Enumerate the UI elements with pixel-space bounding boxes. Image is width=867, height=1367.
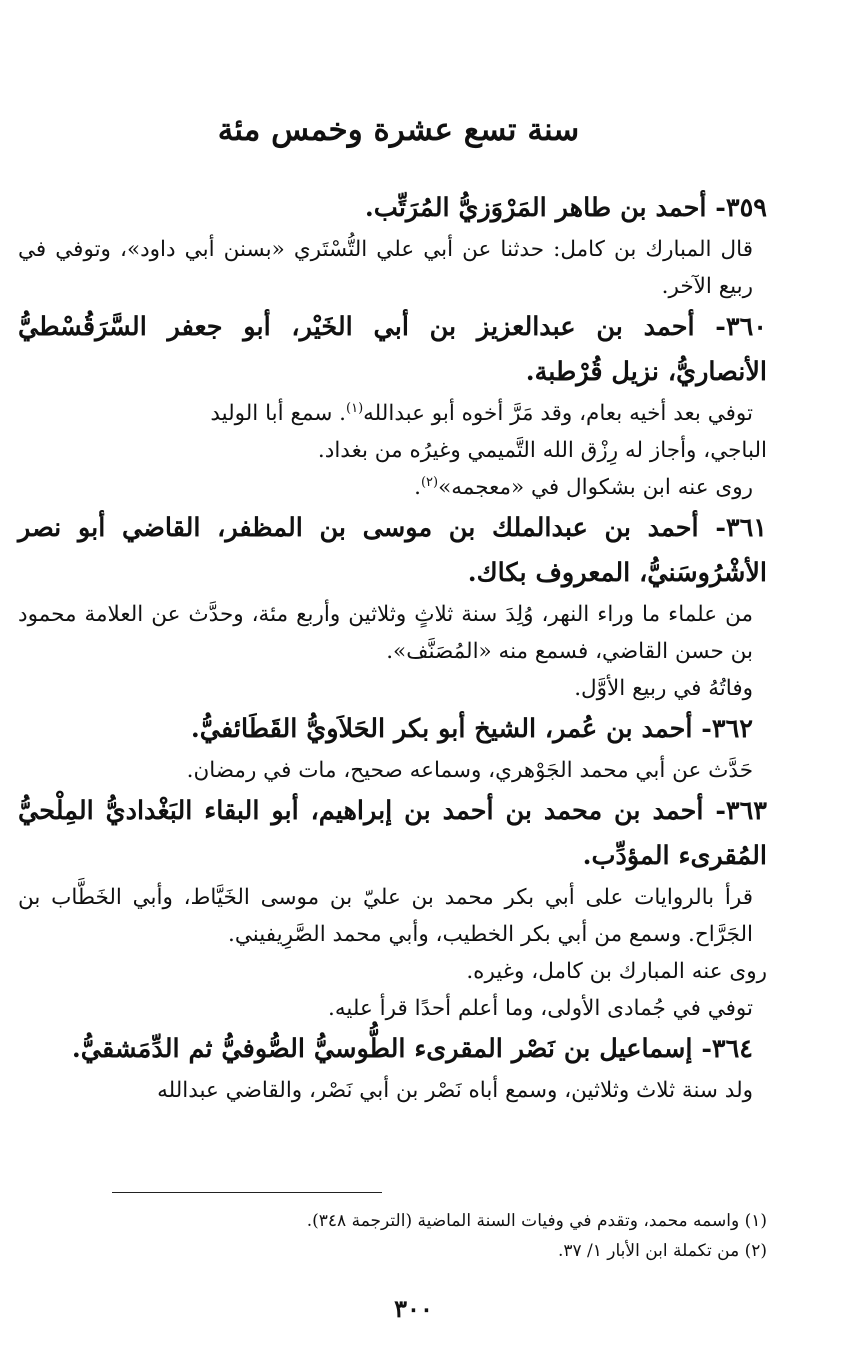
footnote-1: (١) واسمه محمد، وتقدم في وفيات السنة الماضية (الترجمة ٣٤٨). (306, 1211, 767, 1231)
entry-360-text-1 (18, 395, 767, 432)
entry-head-364: ٣٦٤- إسماعيل بن نَصْر المقرىء الطُّوسيُّ الصُّوفيُّ ثم الدِّمَشقيُّ. (71, 1034, 753, 1064)
entry-362-text: حَدَّث عن أبي محمد الجَوْهري، وسماعه صحيح، مات في رمضان. (186, 758, 753, 783)
entry-364-text: ولد سنة ثلاث وثلاثين، وسمع أباه نَصْر بن أبي نَصْر، والقاضي عبدالله (157, 1078, 753, 1103)
footnote-ref-1[interactable]: (١) (346, 400, 364, 416)
entry-361-text-2: وفاتُهُ في ربيع الأوَّل. (574, 676, 753, 701)
entry-head-361: ٣٦١- أحمد بن عبدالملك بن موسى بن المظفر، القاضي أبو نصر الأشْرُوسَنيُّ، المعروف بكاك. (18, 513, 767, 588)
entry-363-text-1: قرأ بالروايات على أبي بكر محمد بن عليّ بن موسى الخَيَّاط، وأبي الخَطَّاب بن الجَرَّاح. وسمع من أبي بكر الخطيب، وأبي محمد الصَّرِيفيني. (18, 885, 753, 947)
entry-360-text-1a: توفي بعد أخيه بعام، وقد مَرَّ أخوه أبو عبدالله (363, 401, 753, 426)
entry-head-360: ٣٦٠- أحمد بن عبدالعزيز بن أبي الخَيْر، أبو جعفر السَّرَقُسْطيُّ الأنصاريُّ، نزيل قُرْطبة. (18, 312, 767, 387)
page-number: ٣٠٠ (394, 1294, 433, 1323)
entry-360-text-3 (18, 469, 767, 506)
entry-360-text-2: الباجي، وأجاز له رِزْق الله التَّميمي وغيرُه من بغداد. (317, 438, 767, 463)
entry-360-text-1b: . سمع أبا الوليد (210, 401, 347, 426)
footnote-ref-2[interactable]: (٢) (420, 474, 439, 490)
entry-359-text: قال المبارك بن كامل: حدثنا عن أبي علي التُّسْتَري «بسنن أبي داود»، وتوفي في ربيع الآخر. (18, 237, 753, 299)
entry-363-text-3: توفي في جُمادى الأولى، وما أعلم أحدًا قرأ عليه. (328, 996, 753, 1021)
entry-360-text-3a: روى عنه ابن بشكوال في «معجمه» (438, 475, 753, 500)
entry-head-359: ٣٥٩- أحمد بن طاهر المَرْوَزيُّ المُرَتِّب. (364, 193, 767, 223)
entry-360-text-3b: . (414, 475, 421, 500)
footnote-2: (٢) من تكملة ابن الأبار ١/ ٣٧. (557, 1241, 767, 1261)
entry-361-text-1: من علماء ما وراء النهر، وُلِدَ سنة ثلاثٍ وثلاثين وأربع مئة، وحدَّث عن العلامة محمود بن حسن القاضي، فسمع منه «المُصَنَّف». (18, 602, 753, 664)
footnote-divider (112, 1192, 382, 1193)
footnotes (18, 1206, 767, 1266)
entry-head-362: ٣٦٢- أحمد بن عُمر، الشيخ أبو بكر الحَلاَويُّ القَطَائفيُّ. (190, 714, 753, 744)
entry-head-363: ٣٦٣- أحمد بن محمد بن أحمد بن إبراهيم، أبو البقاء البَغْداديُّ المِلْحيُّ المُقرىء المؤدِّب. (18, 796, 767, 871)
entries-body (18, 186, 767, 1109)
entry-363-text-2: روى عنه المبارك بن كامل، وغيره. (466, 959, 767, 984)
page-title: سنة تسع عشرة وخمس مئة (217, 112, 580, 148)
